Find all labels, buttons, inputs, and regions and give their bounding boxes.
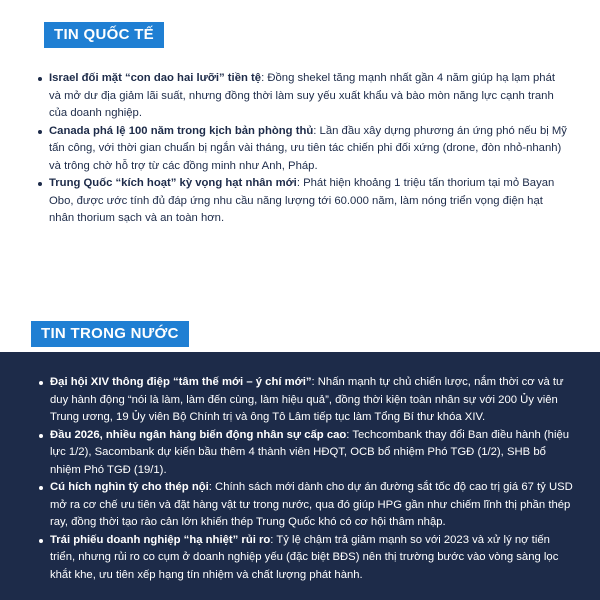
news-headline: Trung Quốc “kích hoạt” kỳ vọng hạt nhân mới (49, 177, 297, 189)
news-headline: Đầu 2026, nhiều ngân hàng biến động nhân sự cấp cao (50, 428, 347, 441)
list-item (37, 123, 567, 176)
news-headline: Cú hích nghìn tỷ cho thép nội (50, 481, 209, 493)
list-item (38, 532, 578, 585)
news-summary: : Chính sách mới dành cho dự án đường sắt tốc độ cao trị giá 67 tỷ USD mở ra cơ chế ưu tiên và đặt hàng vật tư trong nước, qua đó giúp HPG gần như chiếm lĩnh thị phần thép ray, đồng thời tạo rào cản lớn khiến thép Trung Quốc khó có cơ hội thâm nhập. (50, 481, 573, 528)
domestic-news-heading: TIN TRONG NƯỚC (31, 321, 189, 347)
list-item (37, 175, 567, 228)
news-summary: : Nhấn mạnh tự chủ chiến lược, nắm thời cơ và tư duy hành động “nói là làm, làm đến cùng, làm hiệu quả”, đồng thời kiện toàn nhân sự với 200 Ủy viên Trung ương, 19 Ủy viên Bộ Chính trị và ông Tô Lâm tiếp tục làm Tổng Bí thư khóa XIV. (50, 376, 564, 423)
news-summary: : Techcombank thay đổi Ban điều hành (hiệu lực 1/2), Sacombank dự kiến bầu thêm 4 thành viên HĐQT, OCB bổ nhiệm Phó TGĐ (1/2), SHB bổ nhiệm Phó TGĐ (19/1). (50, 428, 570, 476)
news-summary: : Đồng shekel tăng mạnh nhất gần 4 năm giúp hạ lạm phát và mở dư địa giảm lãi suất, nhưng đồng thời làm suy yếu xuất khẩu và bào mòn năng lực cạnh tranh của doanh nghiệp. (49, 72, 555, 119)
list-item (38, 374, 578, 427)
news-headline: Trái phiếu doanh nghiệp “hạ nhiệt” rủi ro (50, 533, 271, 546)
news-summary: : Phát hiện khoảng 1 triệu tấn thorium tại mỏ Bayan Obo, được ước tính đủ đáp ứng nhu cầu năng lượng tới 60.000 năm, làm nóng triển vọng điện hạt nhân thorium sạch và an toàn hơn. (49, 177, 555, 224)
list-item (38, 427, 578, 480)
news-summary: : Tỷ lệ chậm trả giảm mạnh so với 2023 và xử lý nợ tiến triển, nhưng rủi ro co cụm ở doanh nghiệp yếu (đặc biệt BĐS) nên thị trường bước vào vòng sàng lọc khắt khe, ưu tiên xếp hạng tín nhiệm và chất lượng phát hành. (50, 533, 559, 581)
list-item (37, 70, 567, 123)
international-news-list (37, 70, 567, 228)
news-headline: Israel đối mặt “con dao hai lưỡi” tiền tệ (49, 72, 262, 84)
news-summary: : Lần đầu xây dựng phương án ứng phó nếu bị Mỹ tấn công, với thời gian chuẩn bị ngắn vài tháng, ưu tiên tác chiến phi đối xứng (drone, đòn nhỏ-nhanh) và trông chờ hỗ trợ từ các đồng minh như Anh, Pháp. (49, 124, 567, 172)
news-headline: Canada phá lệ 100 năm trong kịch bản phòng thủ (49, 124, 314, 137)
international-news-heading: TIN QUỐC TẾ (44, 22, 164, 48)
news-headline: Đại hội XIV thông điệp “tâm thế mới – ý chí mới” (50, 376, 312, 388)
list-item (38, 479, 578, 532)
domestic-news-list (38, 374, 578, 584)
